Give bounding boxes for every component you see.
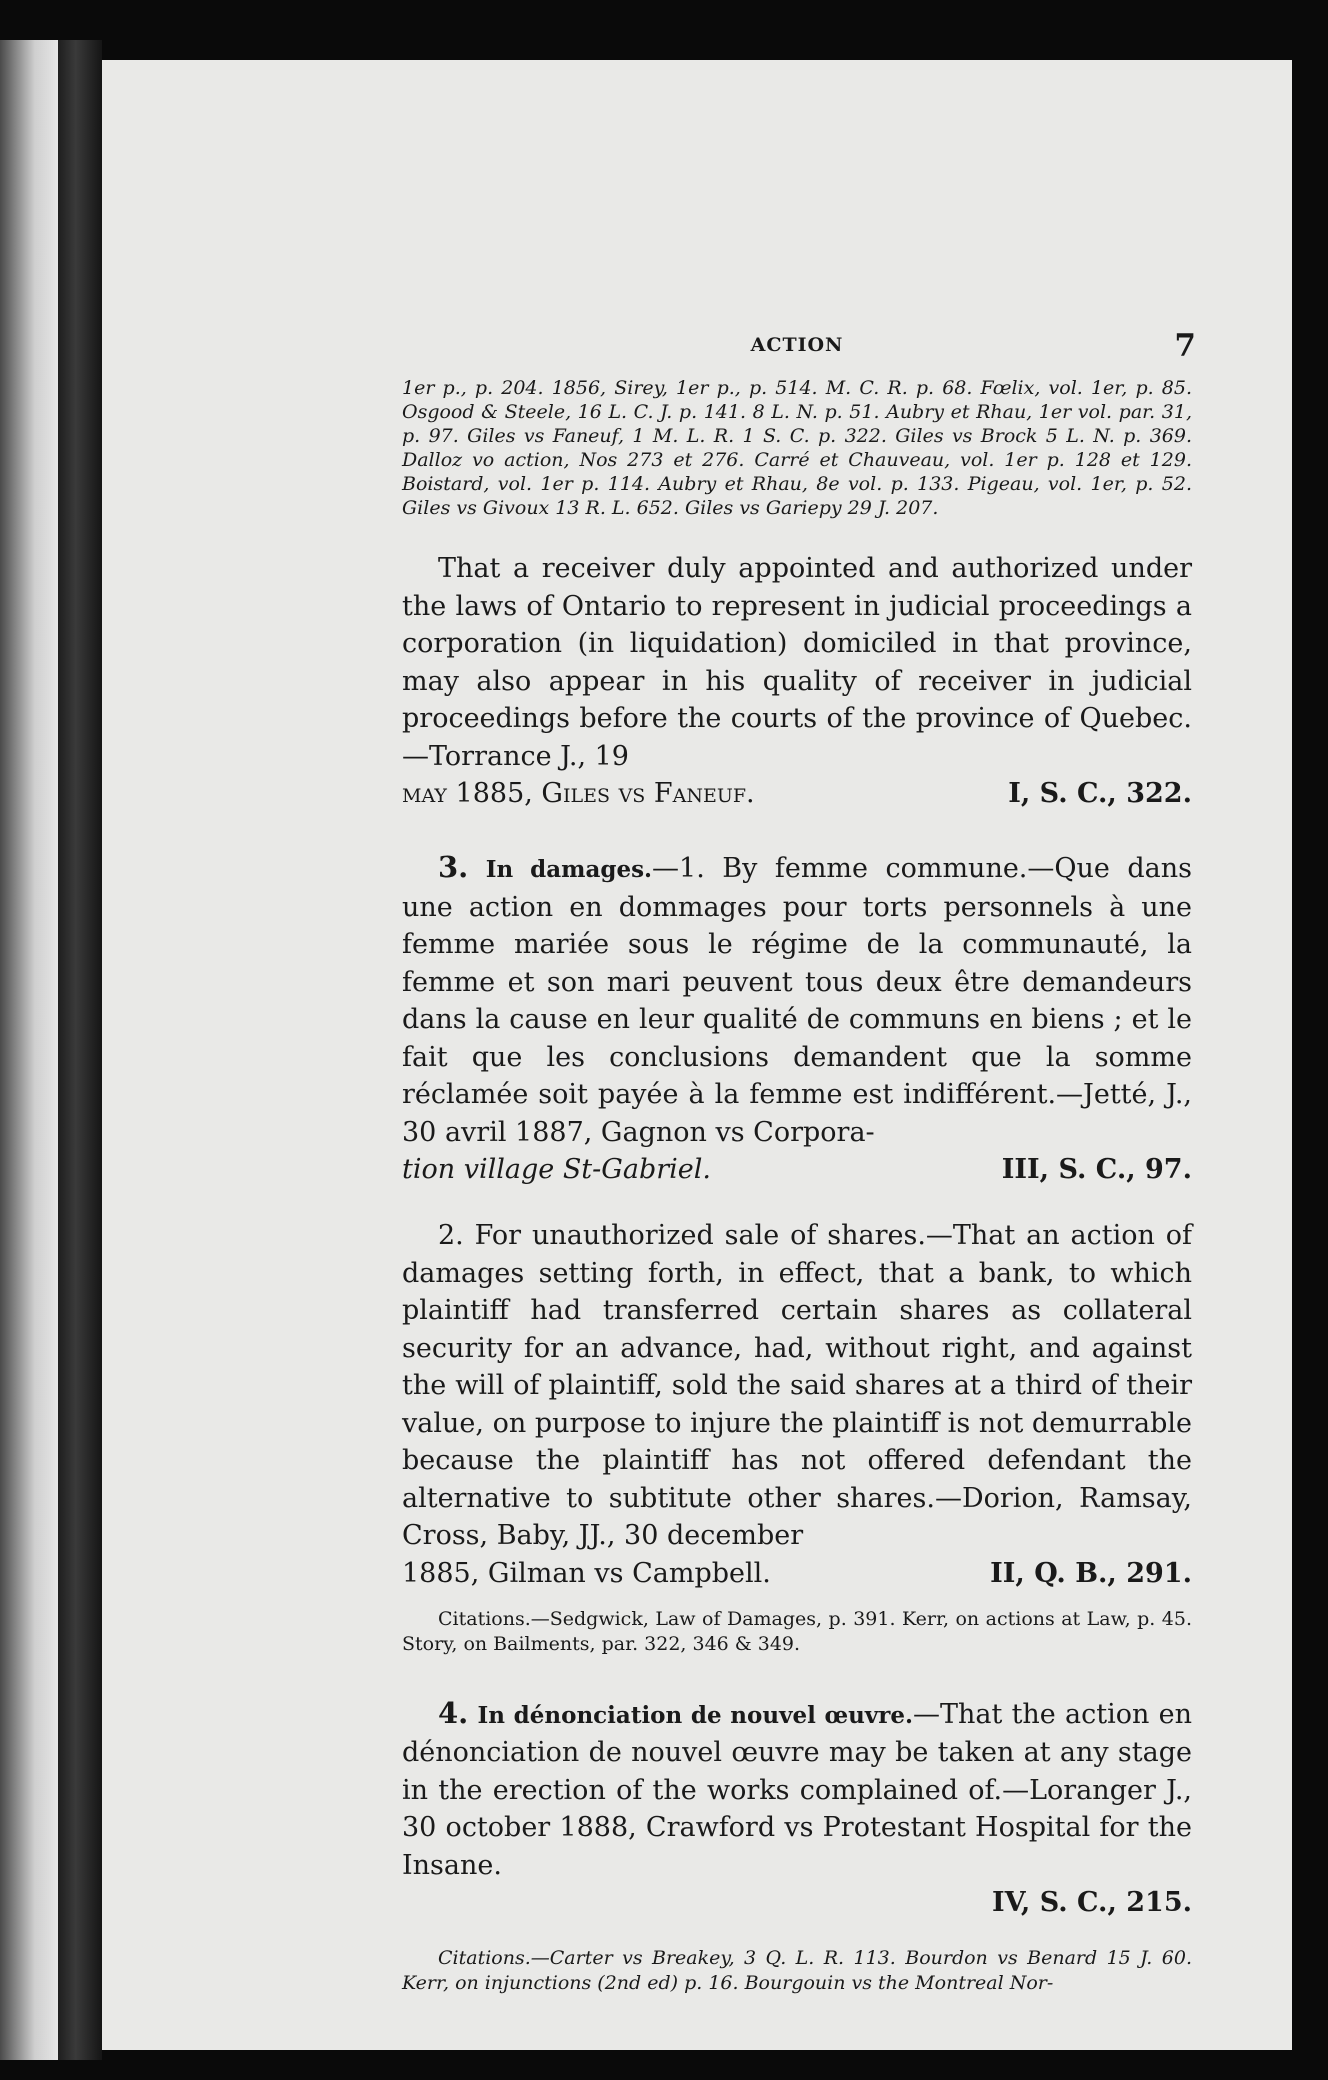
running-head [402,328,1196,376]
section-3-case: tion village St-Gabriel. [402,1154,711,1185]
top-citations: 1er p., p. 204. 1856, Sirey, 1er p., p. 514. M. C. R. p. 68. Fœlix, vol. 1er, p. 85. Osgood & Steele, 16 L. C. J. p. 141. 8 L. N. p. 51. Aubry et Rhau, 1er vol. par. 31, p. 97. Giles vs Faneuf, 1 M. L. R. 1 S. C. p. 322. Giles vs Brock 5 L. N. p. 369. Dalloz vo action, Nos 273 et 276. Carré et Chauveau, vol. 1er p. 128 et 129. Boistard, vol. 1er p. 114. Aubry et Rhau, 8e vol. p. 133. Pigeau, vol. 1er, p. 52. Giles vs Givoux 13 R. L. 652. Giles vs Gariepy 29 J. 207. [402,377,1192,519]
shares-case: 1885, Gilman vs Campbell. [402,1557,771,1589]
receiver-case-line [402,775,1192,813]
section-4-heading: In dénonciation de nouvel œuvre. [477,1701,913,1729]
shares-citations: Citations.—Sedgwick, Law of Damages, p. 391. Kerr, on actions at Law, p. 45. Story, on Bailments, par. 322, 346 & 349. [402,1607,1192,1655]
page-number: 7 [1174,328,1196,364]
receiver-reference: I, S. C., 322. [1008,778,1192,809]
shares-case-line [402,1555,1192,1593]
section-3-reference: III, S. C., 97. [1001,1154,1192,1185]
shares-reference: II, Q. B., 291. [990,1557,1192,1589]
receiver-case: may 1885, Giles vs Faneuf. [402,778,755,809]
section-4-reference-line [402,1884,1192,1922]
facing-page-edge [0,40,58,2060]
section-3-case-line [402,1151,1192,1189]
book-spine [58,40,102,2060]
section-3-text: —1. By femme commune.—Que dans une action en dommages pour torts personnels à une femme mariée sous le régime de la communauté, la femme et son mari peuvent tous deux être demandeurs dans la cause en leur qualité de communs en biens ; et le fait que les conclusions demandent que la somme réclamée soit payée à la femme est indifférent.—Jetté, J., 30 avril 1887, Gagnon vs Corpora- [402,853,1192,1148]
page-content [402,328,1196,1996]
section-3-heading: In damages. [485,856,653,883]
section-4-number: 4. [438,1695,469,1730]
shares-paragraph: 2. For unauthorized sale of shares.—That an action of damages setting forth, in effect, that a bank, to which plaintiff had transferred certain shares as collateral security for an advance, had, without right, and against the will of plaintiff, sold the said shares at a third of their value, on purpose to injure the plaintiff is not demurrable because the plaintiff has not offered defendant the alternative to subtitute other shares.—Dorion, Ramsay, Cross, Baby, JJ., 30 december [402,1220,1192,1551]
running-title: ACTION [750,334,844,356]
section-3-paragraph [402,849,1192,1151]
section-4-reference: IV, S. C., 215. [992,1887,1192,1918]
book-page [102,60,1292,2050]
section-4-text: —That the action en dénonciation de nouvel œuvre may be taken at any stage in the erection of the works complained of.—Loranger J., 30 october 1888, Crawford vs Protestant Hospital for the Insane. [402,1698,1192,1881]
section-4-paragraph [402,1695,1192,1885]
section-3-number: 3. [438,850,469,884]
section-4-citations: Citations.—Carter vs Breakey, 3 Q. L. R. 113. Bourdon vs Benard 15 J. 60. Kerr, on injunctions (2nd ed) p. 16. Bourgouin vs the Montreal Nor- [402,1947,1192,1994]
receiver-paragraph: That a receiver duly appointed and authorized under the laws of Ontario to represent in judicial proceedings a corporation (in liquidation) domiciled in that province, may also appear in his quality of receiver in judicial proceedings before the courts of the province of Quebec.—Torrance J., 19 [402,553,1192,772]
